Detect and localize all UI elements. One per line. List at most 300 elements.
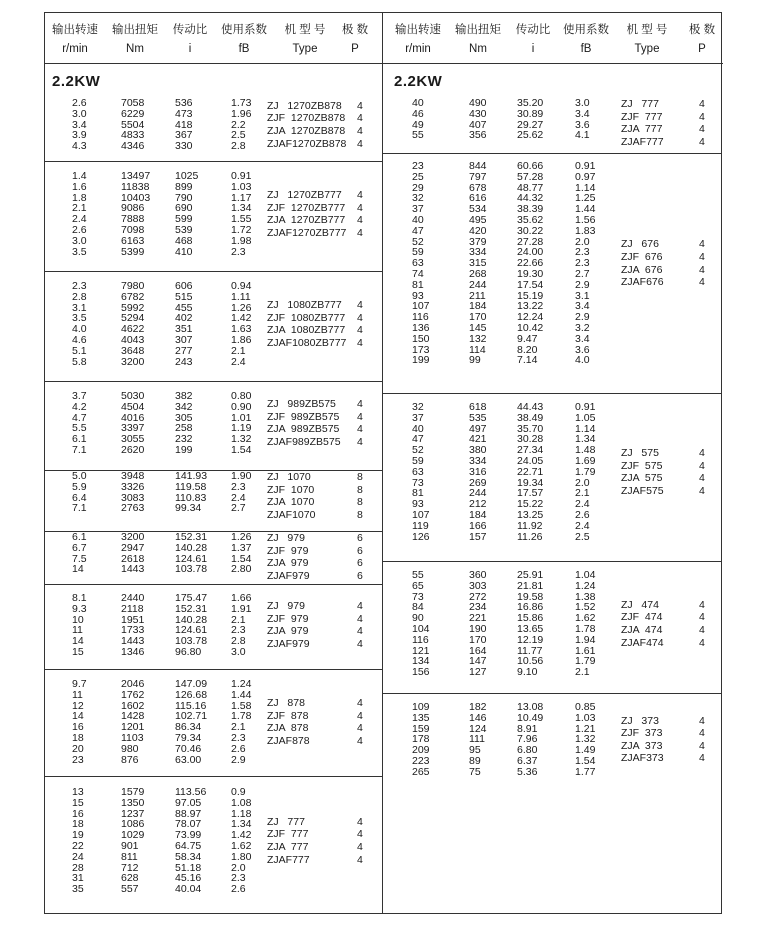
right-speed-col-cell: 134	[412, 655, 430, 668]
left-ratio-col-cell: 342	[175, 400, 193, 413]
left-type-col-cell: ZJ 777	[267, 815, 305, 828]
left-ratio-col-cell: 141.93	[175, 470, 208, 482]
left-speed-col	[72, 787, 84, 895]
left-fb-col-cell: 2.5	[231, 129, 246, 142]
left-ratio-col-cell: 473	[175, 107, 193, 120]
right-ratio-col-cell: 12.19	[517, 633, 544, 646]
right-fb-col-cell: 1.94	[575, 633, 596, 646]
right-header-4-unit: Type	[634, 43, 660, 55]
right-header-3-unit: fB	[580, 43, 592, 55]
right-fb-col-cell: 1.61	[575, 644, 596, 657]
right-fb-col-cell: 3.6	[575, 118, 590, 131]
left-fb-col-cell: 2.6	[231, 742, 246, 755]
left-type-col-cell: ZJAF878	[267, 734, 310, 747]
left-torque-col-cell: 4833	[121, 129, 145, 142]
right-torque-col-cell: 221	[469, 612, 487, 625]
left-ratio-col-cell: 790	[175, 191, 193, 204]
right-speed-col-cell: 63	[412, 465, 424, 478]
left-speed-col-cell: 28	[72, 861, 84, 874]
right-type-col-cell: ZJ 373	[621, 714, 659, 727]
left-speed-col-cell: 2.3	[72, 280, 87, 292]
left-torque-col-cell: 3326	[121, 480, 145, 493]
left-pole-col-cell: 4	[357, 625, 363, 638]
left-speed-col-cell: 3.9	[72, 129, 87, 142]
right-pole-col	[699, 98, 705, 148]
left-torque-col-cell: 2618	[121, 552, 145, 565]
right-speed-col-cell: 159	[412, 722, 430, 735]
right-torque-col	[469, 402, 487, 542]
left-fb-col-cell: 3.0	[231, 645, 246, 658]
right-torque-col-cell: 316	[469, 465, 487, 478]
right-fb-col-cell: 2.6	[575, 508, 590, 521]
left-ratio-col	[175, 679, 207, 765]
right-speed-col-cell: 29	[412, 181, 424, 194]
right-torque-col-cell: 420	[469, 224, 487, 237]
left-torque-col-cell: 5504	[121, 118, 145, 131]
left-speed-col-cell: 4.2	[72, 400, 87, 413]
right-type-col-cell: ZJA 474	[621, 623, 663, 636]
left-speed-col-cell: 14	[72, 563, 84, 576]
left-torque-col-cell: 1443	[121, 563, 145, 576]
power-label-left: 2.2KW	[52, 73, 101, 90]
left-pole-col-cell: 4	[357, 853, 363, 866]
left-fb-col-cell: 1.73	[231, 97, 252, 109]
left-fb-col-cell: 1.17	[231, 191, 252, 204]
right-ratio-col-cell: 13.25	[517, 508, 544, 521]
left-ratio-col	[175, 281, 193, 367]
right-pole-col-cell: 4	[699, 623, 705, 636]
left-fb-col-cell: 2.8	[231, 635, 246, 648]
right-torque-col-cell: 356	[469, 129, 487, 142]
right-torque-col-cell: 166	[469, 519, 487, 532]
left-ratio-col-cell: 78.07	[175, 818, 202, 831]
right-ratio-col-cell: 22.66	[517, 257, 544, 270]
left-ratio-col	[175, 787, 206, 895]
left-torque-col-cell: 1733	[121, 624, 145, 637]
left-header-2-unit: i	[188, 43, 192, 55]
left-type-col	[267, 299, 346, 349]
right-ratio-col-cell: 15.86	[517, 612, 544, 625]
right-torque-col-cell: 182	[469, 701, 487, 713]
left-fb-col-cell: 1.24	[231, 678, 252, 690]
right-fb-col-cell: 1.14	[575, 181, 596, 194]
left-torque-col-cell: 3083	[121, 491, 145, 504]
left-ratio-col-cell: 99.34	[175, 502, 202, 515]
left-speed-col-cell: 9.7	[72, 678, 87, 690]
left-torque-col-cell: 3648	[121, 344, 145, 357]
right-header-0-unit: r/min	[405, 43, 431, 55]
left-speed-col-cell: 11	[72, 624, 83, 637]
left-ratio-col-cell: 58.34	[175, 850, 202, 863]
left-fb-col-cell: 1.26	[231, 531, 252, 543]
left-torque-col-cell: 1762	[121, 688, 145, 701]
left-torque-col-cell: 4016	[121, 411, 145, 424]
right-speed-col-cell: 126	[412, 530, 430, 543]
right-torque-col-cell: 534	[469, 203, 487, 216]
left-header-2-title: 传动比	[172, 24, 208, 36]
right-speed-col-cell: 59	[412, 454, 424, 467]
left-pole-col	[357, 697, 363, 747]
left-type-col-cell: ZJA 1080ZB777	[267, 324, 346, 337]
right-ratio-col-cell: 11.77	[517, 644, 543, 657]
left-pole-col-cell: 4	[357, 410, 363, 423]
right-pole-col-cell: 4	[699, 135, 705, 148]
left-torque-col-cell: 1086	[121, 818, 145, 831]
left-header-0-unit: r/min	[62, 43, 88, 55]
left-fb-col	[231, 593, 251, 658]
right-ratio-col-cell: 38.39	[517, 203, 544, 216]
left-fb-col-cell: 0.80	[231, 390, 252, 402]
left-torque-col-cell: 5992	[121, 301, 145, 314]
left-type-col-cell: ZJ 1080ZB777	[267, 299, 342, 311]
right-fb-col-cell: 2.0	[575, 476, 590, 489]
right-type-col-cell: ZJAF575	[621, 484, 664, 497]
left-ratio-col	[175, 471, 207, 514]
left-header-4-unit: Type	[292, 43, 318, 55]
right-ratio-col-cell: 13.22	[517, 300, 544, 313]
left-type-col-cell: ZJ 1070	[267, 471, 311, 483]
left-pole-col	[357, 471, 363, 521]
left-ratio-col-cell: 243	[175, 355, 193, 368]
left-fb-col-cell: 2.1	[231, 344, 246, 357]
left-ratio-col-cell: 351	[175, 323, 193, 336]
right-fb-col-cell: 1.38	[575, 590, 596, 603]
left-ratio-col-cell: 45.16	[175, 872, 202, 885]
left-fb-col-cell: 1.34	[231, 202, 252, 215]
left-fb-col-cell: 1.34	[231, 818, 252, 831]
left-type-col	[267, 816, 310, 866]
right-ratio-col-cell: 30.89	[517, 107, 544, 120]
left-fb-col-cell: 2.1	[231, 721, 246, 734]
left-speed-col-cell: 2.4	[72, 213, 87, 226]
left-torque-col	[121, 391, 144, 456]
left-speed-col-cell: 8.1	[72, 592, 87, 604]
left-pole-col-cell: 4	[357, 398, 363, 411]
right-ratio-col	[517, 98, 543, 141]
right-pole-col-cell: 4	[699, 447, 705, 459]
right-fb-col-cell: 1.79	[575, 465, 596, 478]
right-fb-col-cell: 3.4	[575, 332, 590, 345]
left-ratio-col-cell: 899	[175, 180, 193, 193]
left-type-col-cell: ZJA 979	[267, 557, 309, 570]
left-speed-col	[72, 532, 87, 575]
right-torque-col-cell: 184	[469, 508, 487, 521]
right-torque-col-cell: 147	[469, 655, 487, 668]
right-pole-col	[699, 447, 705, 497]
right-torque-col-cell: 379	[469, 235, 487, 248]
left-type-col-cell: ZJ 979	[267, 600, 305, 613]
left-pole-col-cell: 4	[357, 299, 363, 311]
left-ratio-col-cell: 51.18	[175, 861, 202, 874]
right-speed-col-cell: 116	[412, 633, 429, 646]
right-torque-col-cell: 146	[469, 711, 487, 724]
left-type-col	[267, 532, 310, 582]
left-type-col-cell: ZJA 989ZB575	[267, 423, 340, 436]
right-type-col-cell: ZJ 676	[621, 238, 659, 251]
right-fb-col-cell: 1.69	[575, 454, 596, 467]
left-torque-col	[121, 98, 144, 152]
left-group-separator	[45, 470, 382, 471]
right-ratio-col-cell: 44.43	[517, 401, 544, 413]
left-speed-col	[72, 281, 87, 367]
right-speed-col-cell: 37	[412, 411, 424, 424]
left-speed-col-cell: 6.1	[72, 433, 87, 446]
left-speed-col-cell: 4.0	[72, 323, 87, 336]
right-type-col-cell: ZJF 575	[621, 459, 663, 472]
left-torque-col-cell: 5294	[121, 312, 145, 325]
right-fb-col-cell: 2.3	[575, 246, 590, 259]
left-torque-col-cell: 1350	[121, 796, 145, 809]
right-speed-col-cell: 107	[412, 300, 430, 313]
left-torque-col-cell: 7098	[121, 223, 145, 236]
right-pole-col-cell: 4	[699, 714, 705, 727]
left-ratio-col-cell: 124.61	[175, 552, 208, 565]
right-speed-col	[412, 402, 430, 542]
right-ratio-col-cell: 6.80	[517, 744, 538, 757]
right-speed-col-cell: 109	[412, 701, 430, 713]
right-ratio-col-cell: 19.34	[517, 476, 544, 489]
left-ratio-col-cell: 599	[175, 213, 193, 226]
left-ratio-col-cell: 690	[175, 202, 193, 215]
left-torque-col-cell: 712	[121, 861, 139, 874]
right-fb-col-cell: 1.04	[575, 569, 596, 581]
right-fb-col-cell: 0.97	[575, 170, 596, 183]
left-speed-col	[72, 679, 87, 765]
right-type-col-cell: ZJ 575	[621, 447, 659, 459]
left-pole-col-cell: 4	[357, 637, 363, 650]
left-speed-col-cell: 15	[72, 645, 84, 658]
left-speed-col-cell: 3.0	[72, 107, 87, 120]
left-type-col-cell: ZJA 1070	[267, 496, 315, 509]
left-pole-col-cell: 6	[357, 557, 363, 570]
right-torque-col-cell: 184	[469, 300, 487, 313]
right-ratio-col-cell: 17.57	[517, 487, 544, 500]
right-ratio-col-cell: 10.56	[517, 655, 544, 668]
right-fb-col-cell: 1.79	[575, 655, 596, 668]
left-fb-col-cell: 1.26	[231, 301, 252, 314]
left-speed-col-cell: 24	[72, 850, 84, 863]
left-type-col-cell: ZJF 1270ZB777	[267, 201, 346, 214]
left-torque-col-cell: 980	[121, 742, 139, 755]
right-speed-col-cell: 59	[412, 246, 424, 259]
left-fb-col	[231, 391, 251, 456]
left-ratio-col-cell: 73.99	[175, 829, 202, 842]
left-fb-col	[231, 171, 251, 257]
left-fb-col-cell: 1.32	[231, 433, 252, 446]
right-torque-col-cell: 490	[469, 97, 487, 109]
left-pole-col-cell: 4	[357, 112, 363, 125]
right-type-col-cell: ZJAF777	[621, 135, 664, 148]
right-torque-col-cell: 268	[469, 267, 487, 280]
left-torque-col-cell: 1951	[121, 613, 145, 626]
right-fb-col-cell: 3.4	[575, 300, 590, 313]
right-type-col-cell: ZJF 777	[621, 110, 663, 123]
left-fb-col-cell: 1.98	[231, 234, 252, 247]
left-fb-col-cell: 1.54	[231, 552, 252, 565]
left-ratio-col-cell: 606	[175, 280, 193, 292]
right-fb-col-cell: 2.9	[575, 311, 590, 324]
left-fb-col-cell: 1.86	[231, 333, 252, 346]
left-pole-col-cell: 4	[357, 189, 363, 201]
left-group-separator	[45, 776, 382, 777]
left-ratio-col-cell: 70.46	[175, 742, 202, 755]
left-fb-col-cell: 1.62	[231, 839, 252, 852]
left-speed-col-cell: 16	[72, 807, 84, 820]
right-ratio-col-cell: 60.66	[517, 160, 544, 172]
right-ratio-col-cell: 7.96	[517, 733, 538, 746]
left-ratio-col-cell: 126.68	[175, 688, 208, 701]
left-speed-col	[72, 593, 87, 658]
left-ratio-col-cell: 305	[175, 411, 193, 424]
left-pole-col	[357, 100, 363, 150]
right-torque-col-cell: 114	[469, 343, 486, 356]
right-pole-col	[699, 238, 705, 288]
right-fb-col-cell: 2.1	[575, 666, 590, 679]
right-torque-col-cell: 844	[469, 160, 487, 172]
right-speed-col-cell: 63	[412, 257, 424, 270]
left-ratio-col-cell: 96.80	[175, 645, 202, 658]
left-torque-col-cell: 5399	[121, 245, 145, 258]
left-torque-col	[121, 787, 144, 895]
right-speed-col-cell: 90	[412, 612, 424, 625]
right-torque-col-cell: 495	[469, 213, 487, 226]
left-pole-col-cell: 4	[357, 722, 363, 735]
left-speed-col-cell: 14	[72, 635, 84, 648]
left-speed-col-cell: 2.1	[72, 202, 87, 215]
left-pole-col-cell: 4	[357, 828, 363, 841]
right-type-col	[621, 98, 664, 148]
left-torque-col	[121, 679, 144, 765]
left-ratio-col-cell: 418	[175, 118, 193, 131]
right-pole-col-cell: 4	[699, 263, 705, 276]
left-speed-col-cell: 3.0	[72, 234, 87, 247]
left-header-1-title: 输出扭矩	[112, 24, 158, 36]
left-torque-col	[121, 281, 144, 367]
right-speed-col	[412, 702, 430, 778]
left-torque-col	[121, 471, 144, 514]
right-fb-col-cell: 3.4	[575, 107, 590, 120]
left-fb-col-cell: 1.11	[231, 290, 251, 303]
right-torque-col-cell: 170	[469, 311, 487, 324]
right-fb-col-cell: 1.62	[575, 612, 596, 625]
left-ratio-col-cell: 113.56	[175, 786, 207, 798]
right-fb-col-cell: 1.77	[575, 765, 596, 778]
left-speed-col-cell: 1.8	[72, 191, 87, 204]
right-fb-col-cell: 0.85	[575, 701, 596, 713]
left-torque-col-cell: 1237	[121, 807, 145, 820]
right-speed-col-cell: 52	[412, 444, 424, 457]
left-torque-col-cell: 7888	[121, 213, 145, 226]
right-pole-col-cell: 4	[699, 598, 705, 611]
left-group-separator	[45, 381, 382, 382]
right-speed-col-cell: 47	[412, 433, 424, 446]
right-torque-col-cell: 360	[469, 569, 487, 581]
right-torque-col-cell: 380	[469, 444, 487, 457]
right-ratio-col-cell: 27.34	[517, 444, 544, 457]
left-pole-col-cell: 6	[357, 544, 363, 557]
left-fb-col-cell: 0.90	[231, 400, 252, 413]
left-fb-col-cell: 2.8	[231, 140, 246, 153]
right-pole-col-cell: 4	[699, 250, 705, 263]
left-torque-col-cell: 7058	[121, 97, 145, 109]
left-type-col	[267, 697, 310, 747]
right-fb-col-cell: 2.7	[575, 267, 590, 280]
right-fb-col-cell: 1.25	[575, 192, 596, 205]
right-pole-col	[699, 715, 705, 765]
right-group-separator	[382, 693, 722, 694]
right-fb-col-cell: 1.34	[575, 433, 596, 446]
left-speed-col-cell: 1.4	[72, 170, 87, 182]
right-fb-col-cell: 3.1	[575, 289, 590, 302]
left-speed-col	[72, 171, 87, 257]
left-torque-col-cell: 2947	[121, 541, 145, 554]
left-torque-col-cell: 1346	[121, 645, 145, 658]
right-pole-col-cell: 4	[699, 727, 705, 740]
right-torque-col-cell: 145	[469, 321, 487, 334]
right-ratio-col-cell: 44.32	[517, 192, 544, 205]
left-pole-col	[357, 398, 363, 448]
left-type-col-cell: ZJF 979	[267, 612, 309, 625]
right-ratio-col	[517, 161, 543, 366]
left-header-4-title: 机 型 号	[284, 24, 326, 36]
left-fb-col-cell: 1.42	[231, 829, 252, 842]
left-torque-col-cell: 1428	[121, 710, 145, 723]
right-fb-col-cell: 4.0	[575, 354, 590, 367]
right-speed-col-cell: 199	[412, 354, 430, 367]
left-pole-col-cell: 4	[357, 311, 363, 324]
left-torque-col	[121, 593, 144, 658]
left-type-col-cell: ZJ 1270ZB878	[267, 99, 342, 112]
left-group-separator	[45, 669, 382, 670]
left-fb-col-cell: 1.66	[231, 592, 252, 604]
right-ratio-col-cell: 35.20	[517, 97, 544, 109]
right-torque-col-cell: 272	[469, 590, 487, 603]
left-ratio-col	[175, 98, 193, 152]
right-speed-col-cell: 156	[412, 666, 430, 679]
right-type-col	[621, 715, 664, 765]
left-ratio-col-cell: 199	[175, 443, 193, 456]
left-fb-col-cell: 2.2	[231, 118, 246, 131]
right-speed-col	[412, 98, 424, 141]
left-ratio-col-cell: 110.83	[175, 491, 207, 504]
left-torque-col-cell: 3397	[121, 422, 145, 435]
left-fb-col-cell: 1.03	[231, 180, 252, 193]
right-ratio-col-cell: 12.24	[517, 311, 544, 324]
right-ratio-col-cell: 8.20	[517, 343, 538, 356]
right-torque-col-cell: 99	[469, 354, 481, 367]
left-pole-col-cell: 4	[357, 336, 363, 349]
right-torque-col-cell: 797	[469, 170, 487, 183]
right-torque-col-cell: 212	[469, 498, 487, 511]
left-fb-col-cell: 1.19	[231, 422, 252, 435]
left-torque-col-cell: 1602	[121, 699, 145, 712]
left-torque-col-cell: 2118	[121, 602, 144, 615]
left-type-col-cell: ZJAF979	[267, 569, 310, 582]
left-speed-col-cell: 7.1	[72, 502, 87, 515]
right-speed-col-cell: 49	[412, 118, 424, 131]
left-torque-col-cell: 5030	[121, 390, 145, 402]
left-type-col	[267, 189, 346, 239]
left-speed-col-cell: 5.5	[72, 422, 87, 435]
right-fb-col-cell: 2.9	[575, 278, 590, 291]
right-fb-col-cell: 2.3	[575, 257, 590, 270]
left-fb-col-cell: 1.37	[231, 541, 252, 554]
left-torque-col-cell: 901	[121, 839, 139, 852]
left-ratio-col-cell: 152.31	[175, 602, 208, 615]
left-fb-col-cell: 1.80	[231, 850, 252, 863]
right-ratio-col-cell: 17.54	[517, 278, 544, 291]
power-label-right: 2.2KW	[394, 73, 443, 90]
